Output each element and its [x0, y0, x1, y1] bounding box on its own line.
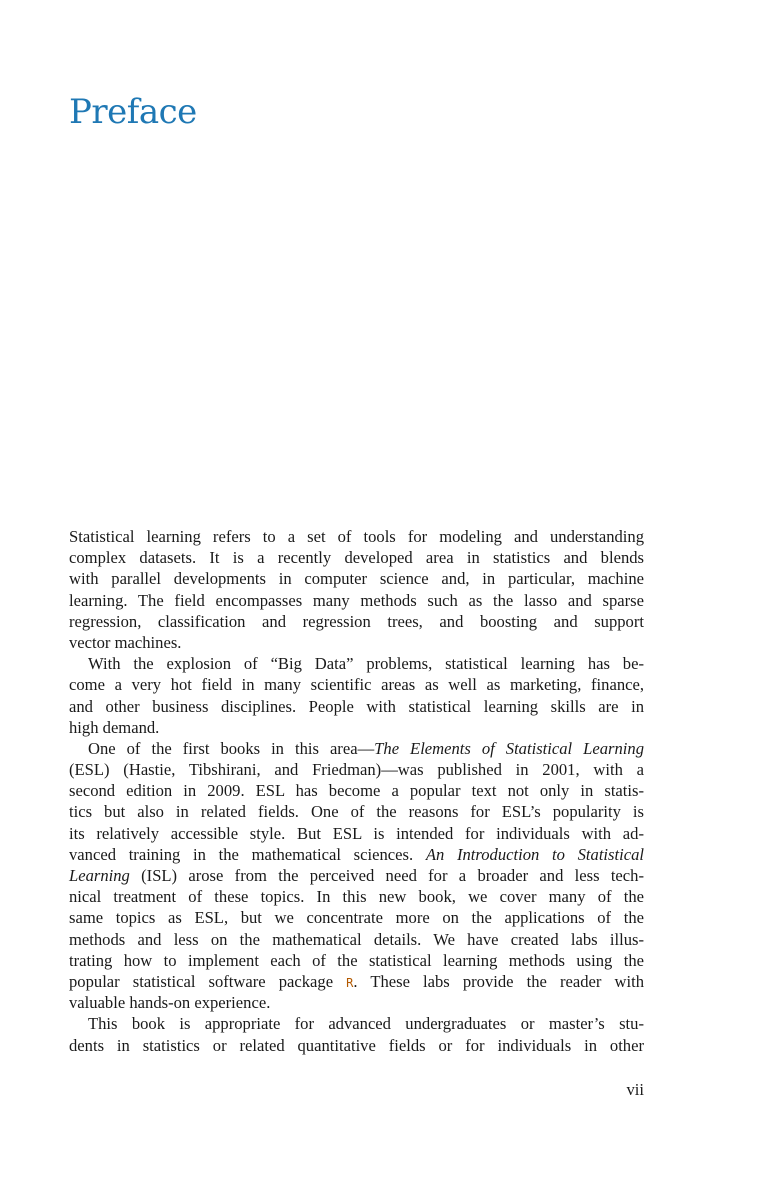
text-line: (ESL) (Hastie, Tibshirani, and Friedman)—was published in 2001, with a — [69, 760, 644, 780]
text-line: methods and less on the mathematical details. We have created labs illus- — [69, 929, 644, 949]
text-line: and other business disciplines. People with statistical learning skills are in — [69, 696, 644, 716]
text-line — [69, 865, 644, 886]
text-line: second edition in 2009. ESL has become a popular text not only in statis- — [69, 781, 644, 801]
text-line: Statistical learning refers to a set of tools for modeling and understanding — [69, 527, 644, 546]
text-line: complex datasets. It is a recently developed area in statistics and blends — [69, 548, 644, 568]
text-run: vanced training in the mathematical sciences. — [69, 844, 426, 864]
text-line — [69, 971, 644, 992]
text-line: trating how to implement each of the statistical learning methods using the — [69, 950, 644, 970]
text-run: (ISL) arose from the perceived need for a broader and less tech- — [129, 866, 644, 885]
book-title-isl: An Introduction to Statistical — [425, 844, 644, 864]
book-title-isl-cont: Learning — [69, 866, 130, 885]
text-line: high demand. — [69, 717, 160, 737]
paragraph-3 — [69, 738, 644, 1013]
text-line — [69, 738, 644, 759]
text-line: come a very hot field in many scientific areas as well as marketing, finance, — [69, 675, 644, 695]
text-line: tics but also in related fields. One of the reasons for ESL’s popularity is — [69, 802, 644, 822]
text-line: With the explosion of “Big Data” problems, statistical learning has be- — [88, 654, 644, 674]
page-number: vii — [626, 1080, 644, 1099]
paragraph-4 — [69, 1013, 644, 1055]
text-run: popular statistical software package — [69, 971, 347, 991]
text-line: vector machines. — [69, 632, 182, 652]
text-line: valuable hands-on experience. — [69, 993, 271, 1013]
text-line: its relatively accessible style. But ESL is intended for individuals with ad- — [69, 823, 644, 843]
text-line: with parallel developments in computer science and, in particular, machine — [69, 569, 644, 589]
text-line — [69, 844, 644, 865]
text-run: . These labs provide the reader with — [353, 971, 644, 991]
paragraph-2 — [69, 653, 644, 738]
text-line: regression, classification and regression trees, and boosting and support — [69, 611, 644, 631]
text-run: One of the first books in this area— — [88, 738, 375, 758]
text-line: nical treatment of these topics. In this new book, we cover many of the — [69, 887, 644, 907]
page-title: Preface — [69, 92, 197, 132]
text-line: This book is appropriate for advanced undergraduates or master’s stu- — [88, 1014, 644, 1034]
body-text — [69, 526, 644, 1056]
text-line: same topics as ESL, but we concentrate more on the applications of the — [69, 908, 644, 928]
software-name-r: R — [346, 975, 354, 990]
text-line: learning. The field encompasses many methods such as the lasso and sparse — [69, 590, 644, 610]
book-title-esl: The Elements of Statistical Learning — [374, 738, 644, 758]
paragraph-1 — [69, 526, 644, 653]
text-line: dents in statistics or related quantitative fields or for individuals in other — [69, 1035, 644, 1055]
